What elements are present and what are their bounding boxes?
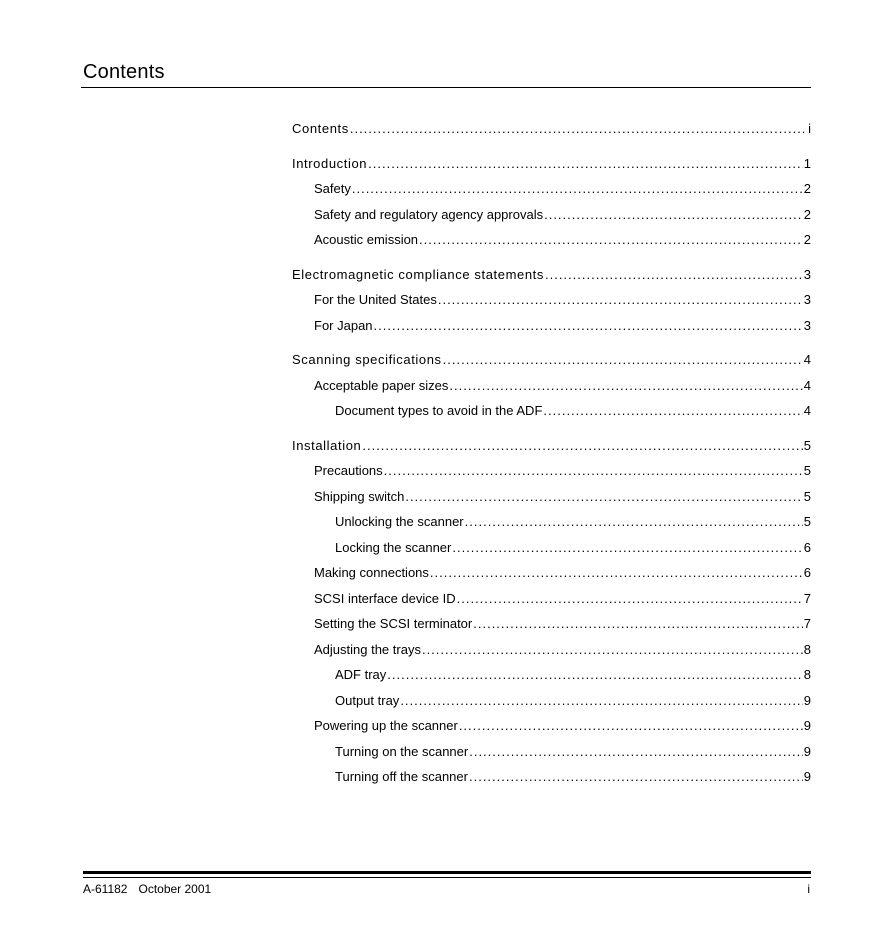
toc-entry[interactable] <box>314 181 811 199</box>
toc-entry-page: 8 <box>803 667 811 682</box>
toc-entry-title: SCSI interface device ID <box>314 591 456 606</box>
toc-entry-title: Turning off the scanner <box>335 769 468 784</box>
toc-entry-page: 7 <box>803 616 811 631</box>
toc-entry-page: i <box>808 121 811 136</box>
toc-entry-page: 4 <box>803 403 811 418</box>
toc-entry[interactable] <box>292 156 811 174</box>
toc-entry[interactable] <box>314 232 811 250</box>
footer-page-number: i <box>807 882 810 896</box>
toc-entry[interactable] <box>292 438 811 456</box>
toc-dot-leader <box>374 318 803 333</box>
toc-dot-leader <box>419 232 803 247</box>
toc-entry[interactable] <box>314 565 811 583</box>
toc-entry-title: Adjusting the trays <box>314 642 421 657</box>
toc-entry-title: Document types to avoid in the ADF <box>335 403 543 418</box>
toc-entry-title: ADF tray <box>335 667 387 682</box>
toc-entry-title: Output tray <box>335 693 400 708</box>
toc-entry[interactable] <box>335 693 811 711</box>
toc-dot-leader <box>405 489 802 504</box>
toc-entry-title: Shipping switch <box>314 489 405 504</box>
toc-entry[interactable] <box>292 352 811 370</box>
toc-entry-title: Introduction <box>292 156 368 171</box>
toc-entry[interactable] <box>314 378 811 396</box>
toc-entry[interactable] <box>292 121 811 139</box>
toc-entry-title: Contents <box>292 121 349 136</box>
toc-entry-page: 4 <box>803 352 811 367</box>
toc-entry-title: Precautions <box>314 463 383 478</box>
toc-entry-page: 2 <box>803 232 811 247</box>
heading-divider <box>81 87 811 88</box>
toc-dot-leader <box>400 693 802 708</box>
toc-dot-leader <box>469 744 803 759</box>
toc-entry[interactable] <box>314 642 811 660</box>
toc-entry-page: 6 <box>803 540 811 555</box>
toc-dot-leader <box>473 616 803 631</box>
toc-dot-leader <box>443 352 803 367</box>
footer-divider-thin <box>83 877 811 878</box>
footer-date: October 2001 <box>138 882 212 896</box>
toc-entry-title: Making connections <box>314 565 429 580</box>
toc-entry-title: Installation <box>292 438 362 453</box>
toc-entry-title: Safety and regulatory agency approvals <box>314 207 544 222</box>
toc-dot-leader <box>387 667 802 682</box>
toc-entry[interactable] <box>314 591 811 609</box>
toc-dot-leader <box>384 463 803 478</box>
toc-dot-leader <box>452 540 802 555</box>
toc-entry[interactable] <box>335 667 811 685</box>
toc-dot-leader <box>449 378 802 393</box>
toc-entry[interactable] <box>314 489 811 507</box>
toc-entry-title: Unlocking the scanner <box>335 514 464 529</box>
page-heading: Contents <box>83 61 165 83</box>
toc-entry-page: 2 <box>803 181 811 196</box>
toc-entry-page: 5 <box>803 489 811 504</box>
toc-entry-title: Turning on the scanner <box>335 744 469 759</box>
toc-entry-page: 3 <box>803 267 811 282</box>
toc-entry[interactable] <box>335 403 811 421</box>
toc-entry-page: 9 <box>803 718 811 733</box>
toc-entry-page: 6 <box>803 565 811 580</box>
toc-entry-page: 1 <box>803 156 811 171</box>
toc-dot-leader <box>438 292 803 307</box>
toc-dot-leader <box>465 514 803 529</box>
toc-entry[interactable] <box>314 292 811 310</box>
toc-entry[interactable] <box>335 769 811 787</box>
toc-dot-leader <box>459 718 803 733</box>
toc-dot-leader <box>368 156 803 171</box>
footer-divider-thick <box>83 871 811 874</box>
toc-entry[interactable] <box>314 718 811 736</box>
toc-entry-title: Electromagnetic compliance statements <box>292 267 544 282</box>
toc-dot-leader <box>350 121 807 136</box>
footer-doc-number: A-61182 <box>83 882 128 896</box>
toc-entry-page: 4 <box>803 378 811 393</box>
toc-entry-title: For the United States <box>314 292 437 307</box>
toc-entry[interactable] <box>314 207 811 225</box>
toc-entry-title: Powering up the scanner <box>314 718 458 733</box>
toc-entry[interactable] <box>335 514 811 532</box>
toc-dot-leader <box>362 438 802 453</box>
toc-entry-title: Scanning specifications <box>292 352 442 367</box>
toc-entry-page: 9 <box>803 693 811 708</box>
toc-entry[interactable] <box>335 540 811 558</box>
toc-entry-title: For Japan <box>314 318 373 333</box>
toc-entry[interactable] <box>314 616 811 634</box>
toc-entry-page: 9 <box>803 769 811 784</box>
toc-entry-page: 7 <box>803 591 811 606</box>
toc-entry[interactable] <box>314 318 811 336</box>
toc-dot-leader <box>457 591 803 606</box>
toc-entry-page: 8 <box>803 642 811 657</box>
toc-dot-leader <box>544 207 803 222</box>
toc-dot-leader <box>469 769 803 784</box>
toc-entry-title: Acceptable paper sizes <box>314 378 449 393</box>
toc-dot-leader <box>430 565 803 580</box>
toc-entry[interactable] <box>335 744 811 762</box>
toc-entry-title: Acoustic emission <box>314 232 419 247</box>
toc-dot-leader <box>545 267 803 282</box>
toc-dot-leader <box>352 181 803 196</box>
toc-entry-page: 3 <box>803 318 811 333</box>
toc-entry-title: Setting the SCSI terminator <box>314 616 473 631</box>
toc-entry[interactable] <box>292 267 811 285</box>
toc-entry-page: 5 <box>803 463 811 478</box>
toc-dot-leader <box>543 403 802 418</box>
toc-entry-page: 5 <box>803 514 811 529</box>
toc-entry-page: 5 <box>803 438 811 453</box>
toc-entry-title: Safety <box>314 181 351 196</box>
toc-entry-title: Locking the scanner <box>335 540 452 555</box>
toc-dot-leader <box>422 642 803 657</box>
toc-entry[interactable] <box>314 463 811 481</box>
footer-document-info <box>83 882 211 896</box>
toc-entry-page: 9 <box>803 744 811 759</box>
toc-entry-page: 2 <box>803 207 811 222</box>
toc-entry-page: 3 <box>803 292 811 307</box>
